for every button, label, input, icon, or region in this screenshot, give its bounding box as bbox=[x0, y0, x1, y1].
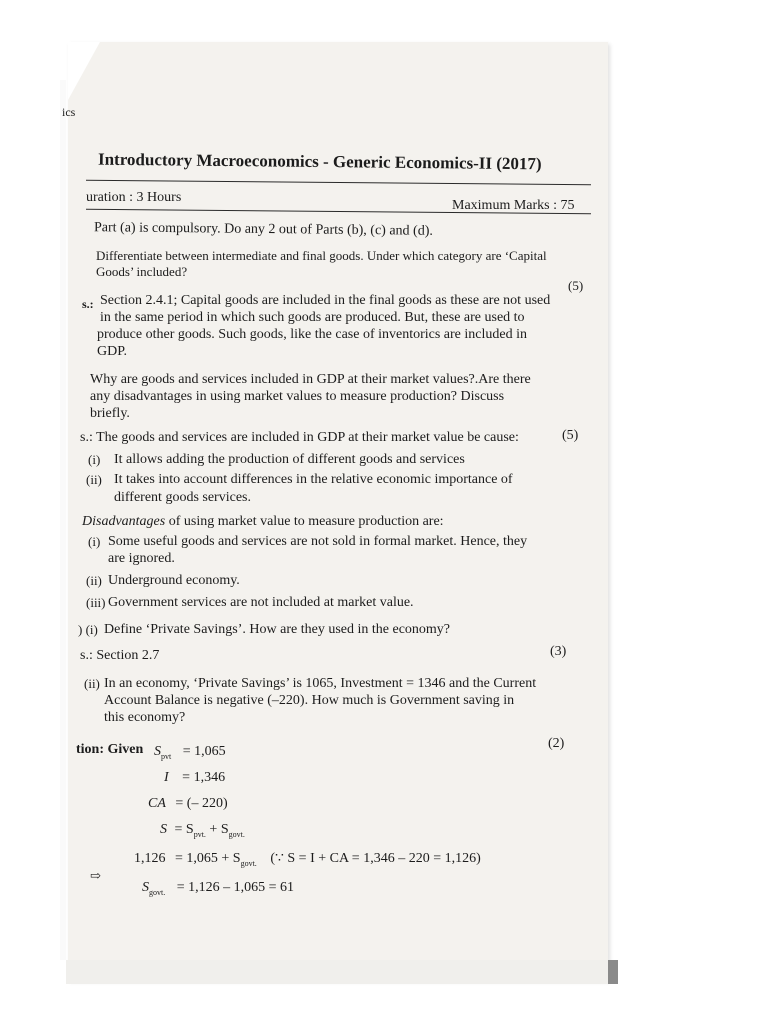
margin-text: ics bbox=[62, 105, 76, 119]
eq1-lhs: S bbox=[154, 744, 161, 759]
q3-answer: s.: Section 2.7 bbox=[80, 648, 160, 663]
equation-savings-identity bbox=[160, 822, 245, 839]
disadvantages-rest: of using market value to measure production are: bbox=[165, 514, 444, 529]
q2-point2-b: different goods services. bbox=[114, 490, 251, 505]
q2-dis2: Underground economy. bbox=[108, 573, 240, 588]
eq2-lhs: I bbox=[164, 770, 169, 785]
eq5-sub: govt. bbox=[240, 858, 257, 868]
equation-investment bbox=[164, 770, 225, 786]
eq3-rhs: = (– 220) bbox=[175, 796, 228, 811]
q3-ii-num: (ii) bbox=[84, 676, 100, 691]
q2-line2: any disadvantages in using market values to measure production? Discuss bbox=[90, 389, 505, 404]
folded-corner bbox=[68, 42, 100, 100]
q2-point1: It allows adding the production of different goods and services bbox=[114, 452, 465, 467]
page-corner-shadow bbox=[608, 960, 618, 984]
q2-dis3: Government services are not included at market value. bbox=[108, 595, 414, 610]
q2-dis1-b: are ignored. bbox=[108, 551, 175, 566]
eq4-sub1: pvt. bbox=[193, 829, 206, 839]
eq4-sub2: govt. bbox=[228, 829, 245, 839]
q1-answer-line1: Section 2.4.1; Capital goods are included in the final goods as these are not used bbox=[100, 293, 551, 308]
q1-marks: (5) bbox=[568, 278, 584, 293]
max-marks: Maximum Marks : 75 bbox=[452, 198, 575, 213]
eq5-mid: = 1,065 + S bbox=[175, 851, 241, 866]
q2-dis1-a: Some useful goods and services are not sold in formal market. Hence, they bbox=[108, 534, 528, 549]
page-bottom-edge bbox=[66, 960, 608, 984]
instruction-text: Part (a) is compulsory. Do any 2 out of Parts (b), (c) and (d). bbox=[93, 220, 433, 239]
disadvantages-line bbox=[82, 514, 444, 530]
solution-label: tion: Given bbox=[76, 742, 144, 757]
duration-text: uration : 3 Hours bbox=[86, 190, 182, 205]
q3-ii-line1: In an economy, ‘Private Savings’ is 1065, Investment = 1346 and the Current bbox=[104, 676, 537, 691]
q3-marks: (3) bbox=[550, 644, 567, 659]
q2-marks: (5) bbox=[562, 428, 579, 443]
q1-answer-line2: in the same period in which such goods are produced. But, these are used to bbox=[100, 310, 525, 325]
eq4-plus: + S bbox=[205, 822, 229, 837]
eq2-rhs: = 1,346 bbox=[182, 770, 226, 785]
q3-ii-line3: this economy? bbox=[104, 710, 186, 725]
q3-ii-marks: (2) bbox=[548, 736, 565, 751]
q2-dis1-num: (i) bbox=[88, 534, 101, 549]
q1-answer-label: s.: bbox=[82, 297, 94, 311]
equation-government-savings bbox=[142, 880, 294, 897]
equation-current-account bbox=[148, 796, 228, 812]
arrow-icon: ⇨ bbox=[90, 868, 101, 883]
q2-point2-a: It takes into account differences in the relative economic importance of bbox=[114, 472, 513, 487]
q2-dis3-num: (iii) bbox=[86, 595, 106, 610]
disadvantages-heading: Disadvantages bbox=[82, 514, 166, 529]
equation-substitution bbox=[134, 850, 481, 868]
q3-ii-line2: Account Balance is negative (–220). How much is Government saving in bbox=[104, 693, 515, 708]
q2-answer-intro: s.: The goods and services are included in GDP at their market value be cause: bbox=[80, 430, 519, 445]
q1-line1: Differentiate between intermediate and final goods. Under which category are ‘Capital bbox=[96, 248, 547, 263]
eq1-rhs: = 1,065 bbox=[182, 744, 226, 759]
q1-answer-line4: GDP. bbox=[97, 344, 127, 359]
eq5-note: (∵ S = I + CA = 1,346 – 220 = 1,126) bbox=[270, 851, 481, 866]
q2-point2-num: (ii) bbox=[86, 472, 102, 487]
q3-question: Define ‘Private Savings’. How are they used in the economy? bbox=[104, 622, 451, 637]
eq6-sub: govt. bbox=[149, 887, 166, 897]
eq4-lhs: S bbox=[160, 822, 167, 837]
q2-dis2-num: (ii) bbox=[86, 573, 102, 588]
q3-prefix: ) (i) bbox=[78, 622, 98, 637]
q2-line3: briefly. bbox=[90, 406, 130, 421]
eq1-sub: pvt bbox=[161, 751, 172, 761]
q1-answer-line3: produce other goods. Such goods, like the case of inventorics are included in bbox=[97, 327, 527, 342]
q1-line2: Goods’ included? bbox=[96, 264, 188, 279]
page-title: Introductory Macroeconomics - Generic Economics-II (2017) bbox=[97, 149, 542, 174]
left-shadow bbox=[60, 80, 66, 960]
eq3-lhs: CA bbox=[148, 796, 166, 811]
eq4-mid: = S bbox=[174, 822, 194, 837]
q2-line1: Why are goods and services included in GDP at their market values?.Are there bbox=[90, 372, 531, 387]
eq6-rhs: = 1,126 – 1,065 = 61 bbox=[176, 880, 295, 895]
eq6-lhs: S bbox=[142, 880, 149, 895]
q2-point1-num: (i) bbox=[88, 452, 101, 467]
equation-private-savings bbox=[154, 744, 226, 761]
eq5-lhs: 1,126 bbox=[134, 851, 166, 866]
